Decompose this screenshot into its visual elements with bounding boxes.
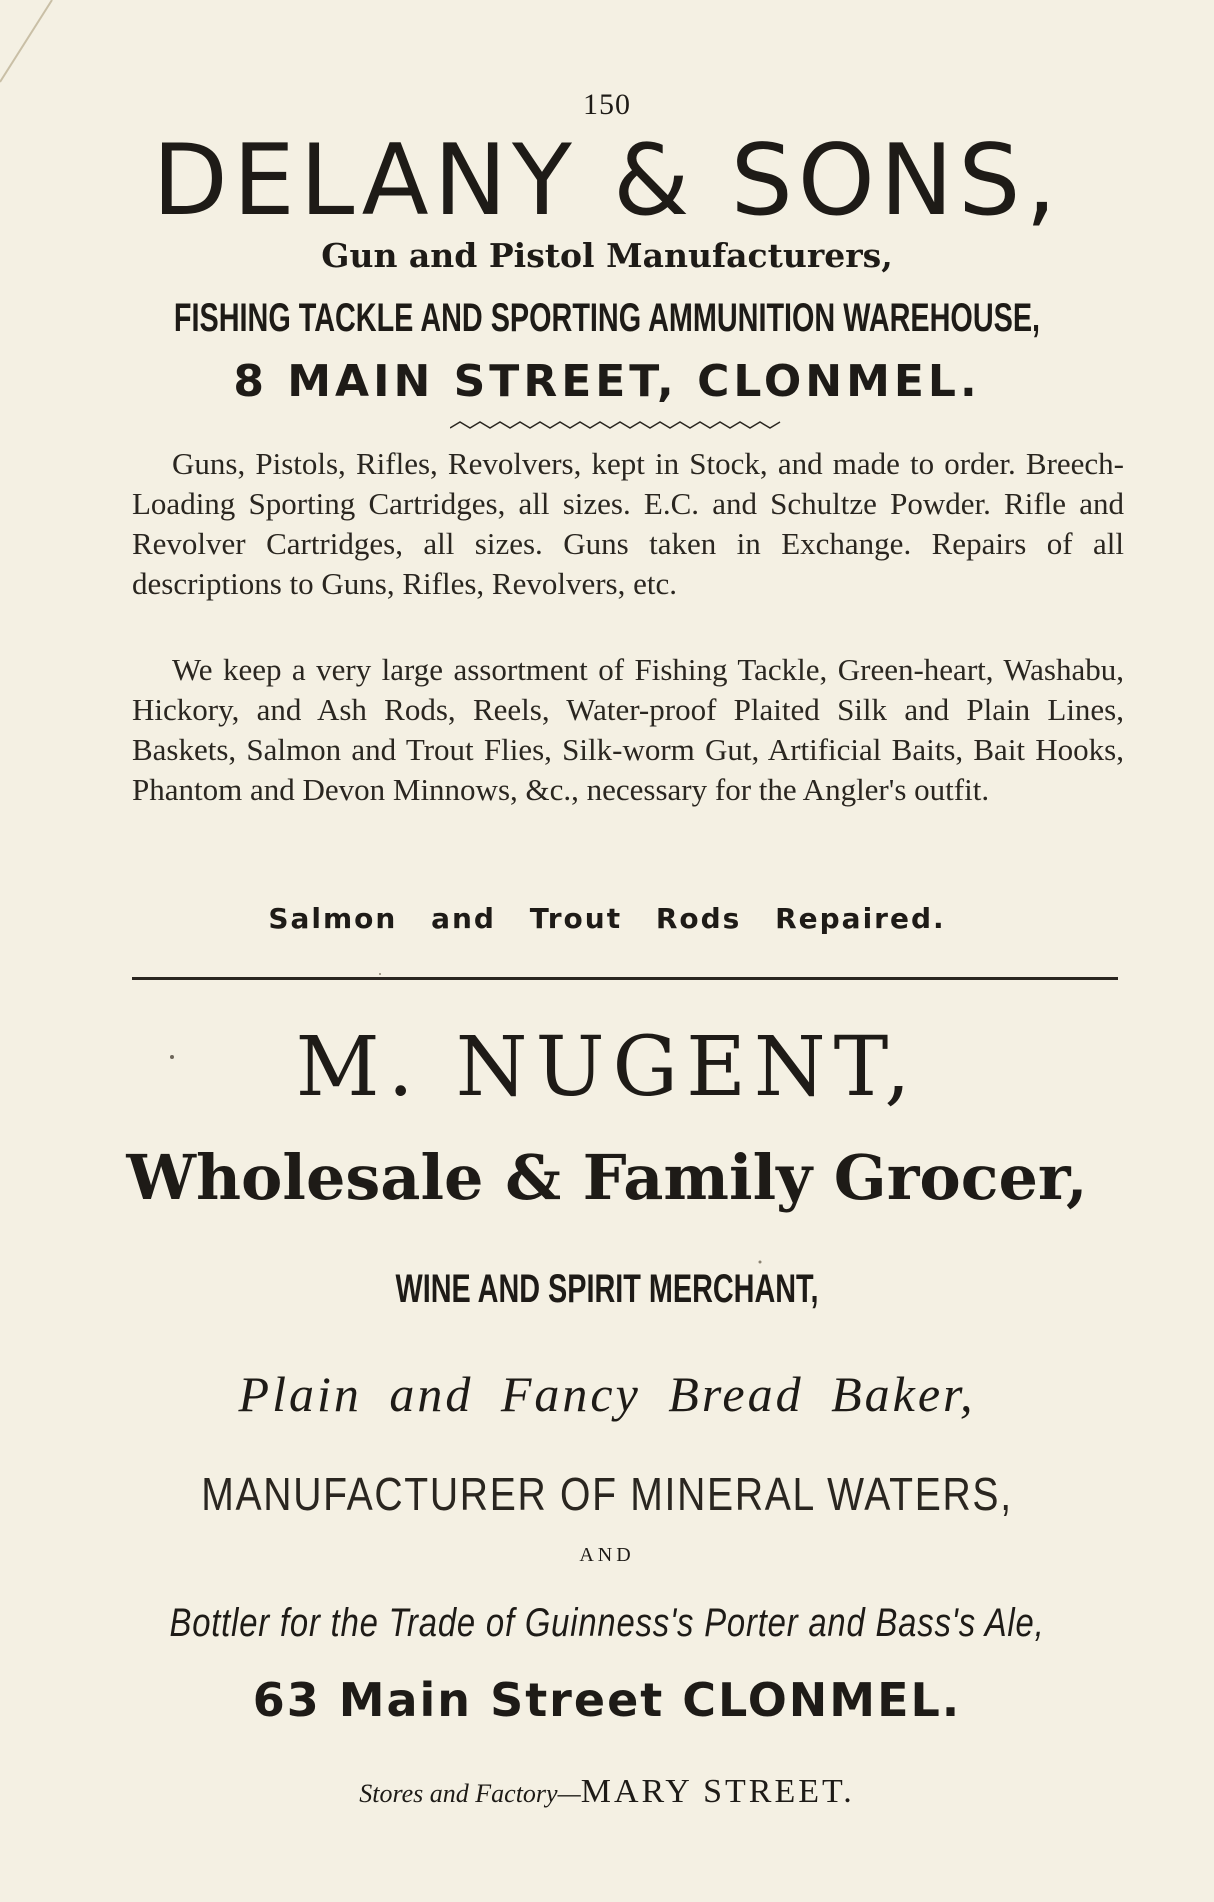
nugent-firm-name: M. NUGENT, (295, 1020, 919, 1115)
stores-street: MARY STREET. (580, 1773, 855, 1810)
nugent-bottler: Bottler for the Trade of Guinness's Porter and Bass's Ale, (169, 1601, 1045, 1645)
nugent-baker: Plain and Fancy Bread Baker, (238, 1366, 976, 1422)
delany-warehouse: FISHING TACKLE AND SPORTING AMMUNITION WAREHOUSE, (173, 296, 1041, 340)
delany-paragraph-guns: Guns, Pistols, Rifles, Revolvers, kept in Stock, and made to order. Breech-Loading Sporting Cartridges, all sizes. E.C. and Schultze Powder. Rifle and Revolver Cartridges, all sizes. Guns taken in Exchange. Repairs of all descriptions to Guns, Rifles, Revolvers, etc. (132, 446, 1124, 601)
stores-label: Stores and Factory— (359, 1779, 581, 1808)
nugent-address: 63 Main Street CLONMEL. (252, 1673, 962, 1727)
delany-paragraph-fishing: We keep a very large assortment of Fishing Tackle, Green-heart, Washabu, Hickory, and Ash Rods, Reels, Water-proof Plaited Silk and Plain Lines, Baskets, Salmon and Trout Flies, Silk-worm Gut, Artificial Baits, Bait Hooks, Phantom and Devon Minnows, &c., necessary for the Angler's outfit. (132, 652, 1124, 807)
delany-address: 8 MAIN STREET, CLONMEL. (233, 356, 981, 407)
nugent-and: AND (579, 1544, 635, 1566)
delany-firm-name: DELANY & SONS, (152, 124, 1062, 238)
nugent-mineral-waters: MANUFACTURER OF MINERAL WATERS, (201, 1468, 1013, 1520)
delany-trade: Gun and Pistol Manufacturers, (321, 236, 893, 275)
page-number: 150 (583, 88, 631, 121)
nugent-wine-merchant: WINE AND SPIRIT MERCHANT, (395, 1267, 819, 1311)
delany-repairs-line: Salmon and Trout Rods Repaired. (268, 902, 946, 935)
nugent-trade: Wholesale & Family Grocer, (126, 1141, 1088, 1214)
